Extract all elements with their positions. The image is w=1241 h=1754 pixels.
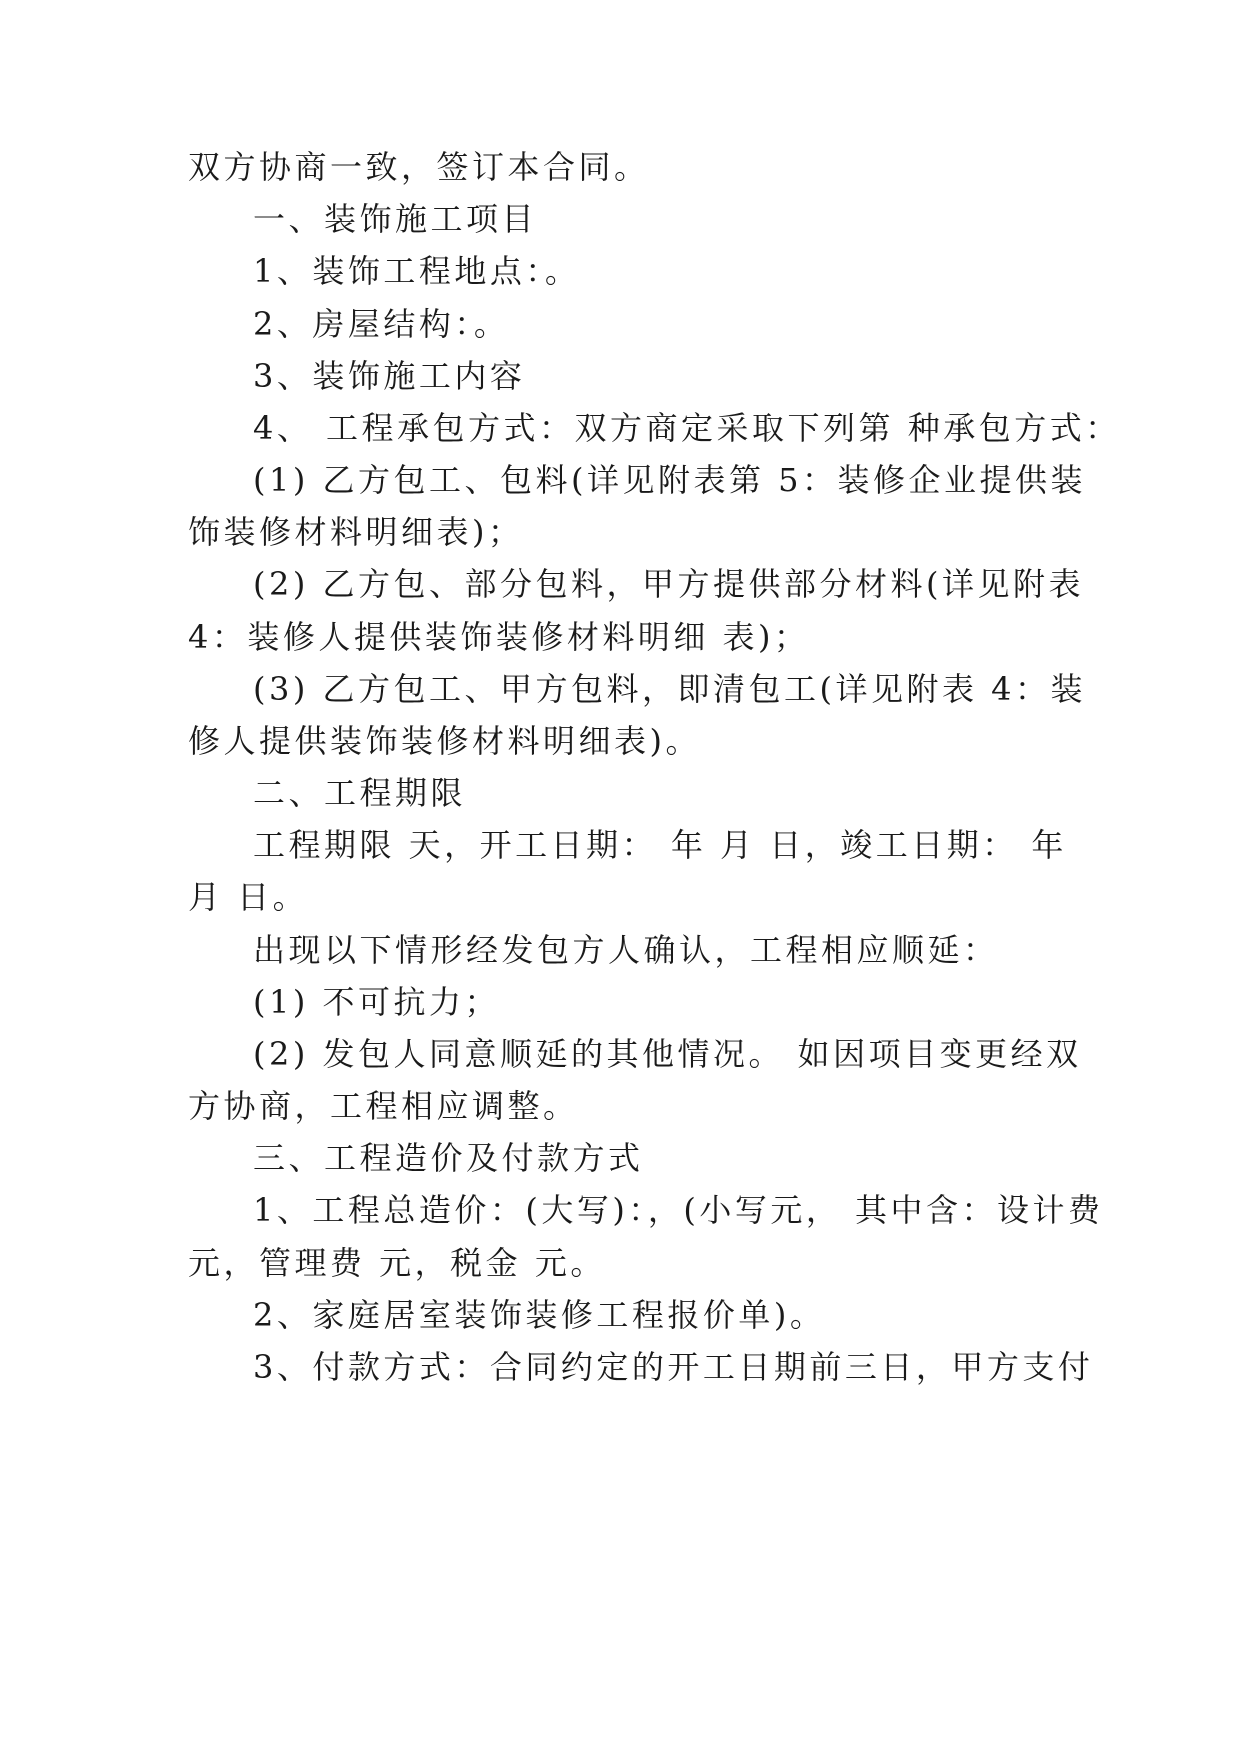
text-line: (2) 乙方包、部分包料，甲方提供部分材料(详见附表	[253, 565, 1084, 603]
text-line: (1) 乙方包工、包料(详见附表第 5：装修企业提供装	[253, 461, 1087, 499]
text-line: 元，管理费 元，税金 元。	[188, 1244, 606, 1282]
text-line: 1、工程总造价：(大写)：，(小写元， 其中含：设计费	[253, 1191, 1104, 1229]
text-line: 月 日。	[188, 878, 309, 916]
text-line: 出现以下情形经发包方人确认，工程相应顺延：	[253, 931, 999, 969]
text-line: (1) 不可抗力；	[253, 983, 501, 1021]
section-heading: 三、工程造价及付款方式	[253, 1139, 644, 1177]
text-line: 饰装修材料明细表)；	[188, 513, 524, 551]
text-line: 修人提供装饰装修材料明细表)。	[188, 722, 701, 760]
text-line: 3、付款方式：合同约定的开工日期前三日，甲方支付	[253, 1348, 1094, 1386]
text-line: 工程期限 天，开工日期： 年 月 日，竣工日期： 年	[253, 826, 1067, 864]
section-heading: 二、工程期限	[253, 774, 467, 812]
text-line: 双方协商一致，签订本合同。	[188, 148, 650, 186]
text-line: 1、装饰工程地点：。	[253, 252, 581, 290]
text-line: 2、家庭居室装饰装修工程报价单)。	[253, 1296, 826, 1334]
text-line: 3、装饰施工内容	[253, 357, 526, 395]
section-heading: 一、装饰施工项目	[253, 200, 538, 238]
text-line: (3) 乙方包工、甲方包料，即清包工(详见附表 4：装	[253, 670, 1087, 708]
text-line: 4：装修人提供装饰装修材料明细 表)；	[188, 618, 810, 656]
text-line: 2、房屋结构：。	[253, 305, 510, 343]
text-line: (2) 发包人同意顺延的其他情况。 如因项目变更经双	[253, 1035, 1082, 1073]
text-line: 方协商，工程相应调整。	[188, 1087, 579, 1125]
text-line: 4、 工程承包方式：双方商定采取下列第 种承包方式：	[253, 409, 1121, 447]
